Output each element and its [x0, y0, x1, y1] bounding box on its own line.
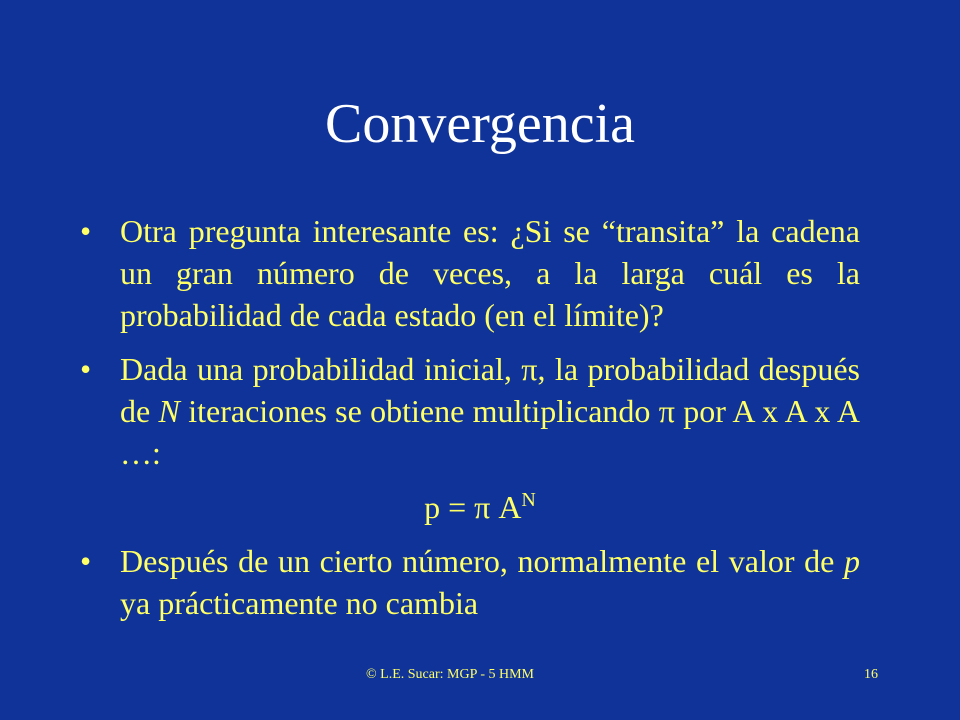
- footer-credit: © L.E. Sucar: MGP - 5 HMM: [366, 667, 534, 682]
- bullet-item-question: [80, 210, 860, 336]
- equation-exponent: N: [521, 489, 536, 511]
- bullet-text-part: ya prácticamente no cambia: [120, 585, 479, 621]
- bullet-text-part: Después de un cierto número, normalmente el valor de: [120, 543, 844, 579]
- bullet-text: Otra pregunta interesante es: ¿Si se “transita” la cadena un gran número de veces, a la larga cuál es la probabilidad de cada estado (en el límite)?: [120, 213, 860, 333]
- bullet-item-convergence: [80, 540, 860, 624]
- bullet-item-initial-probability: [80, 348, 860, 474]
- bullet-icon: •: [80, 543, 92, 579]
- equation-lhs: p = π A: [424, 489, 522, 525]
- bullet-icon: •: [80, 213, 92, 249]
- bullet-text-part: Dada una probabilidad inicial, π, la probabilidad después de: [120, 351, 860, 429]
- slide-body: [80, 210, 860, 636]
- italic-variable-n: N: [158, 393, 180, 429]
- bullet-icon: •: [80, 351, 92, 387]
- italic-variable-p: p: [844, 543, 860, 579]
- equation: [80, 486, 860, 528]
- bullet-text-part: iteraciones se obtiene multiplicando π por A x A x A …:: [120, 393, 861, 471]
- slide-title: Convergencia: [325, 93, 635, 155]
- page-number: 16: [864, 667, 878, 682]
